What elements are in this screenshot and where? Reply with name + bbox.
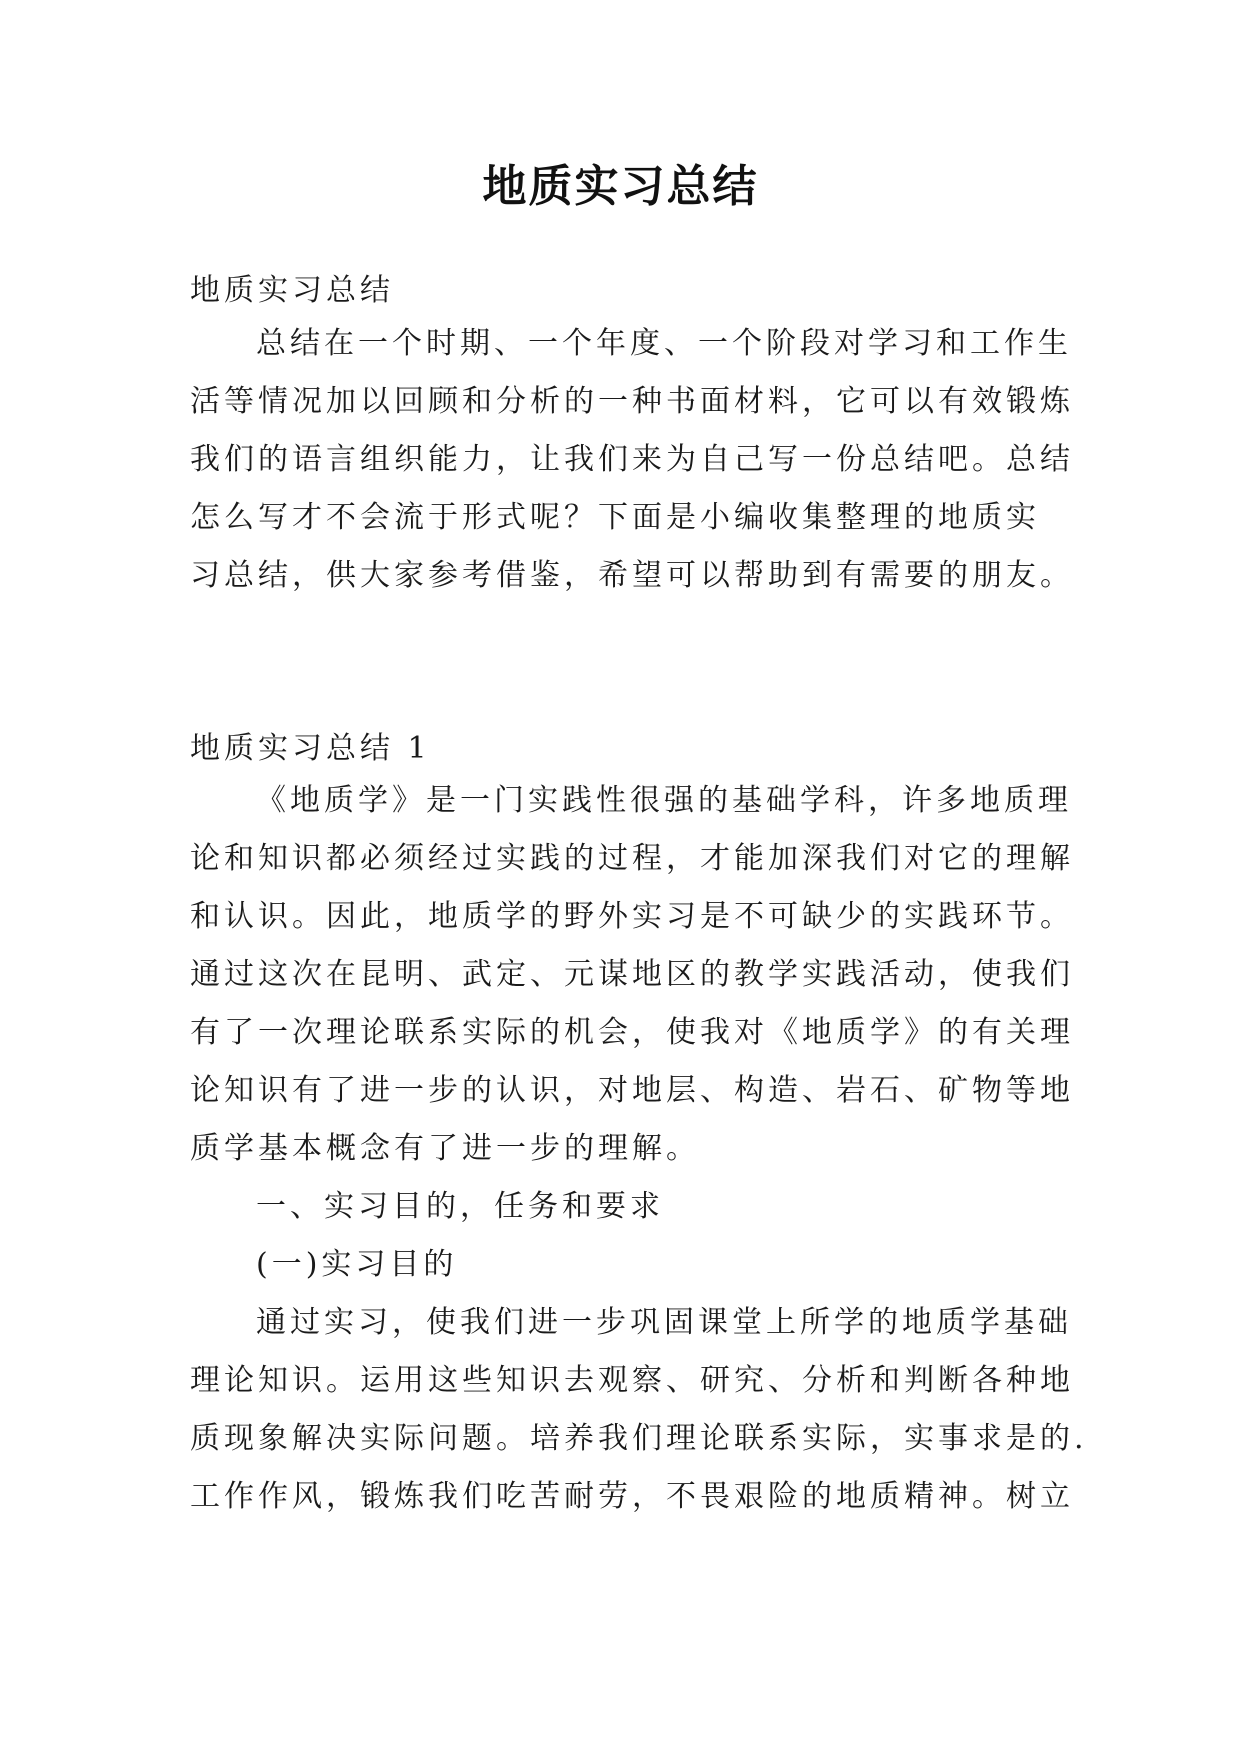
paragraph-line: 习总结，供大家参考借鉴，希望可以帮助到有需要的朋友。 [190,558,1074,593]
paragraph-line: 和认识。因此，地质学的野外实习是不可缺少的实践环节。 [190,899,1074,934]
intro-paragraph [190,315,1074,605]
section-paragraph-1 [190,772,1088,1526]
paragraph-line: 通过实习，使我们进一步巩固课堂上所学的地质学基础 [256,1305,1072,1340]
paragraph-line: 论知识有了进一步的认识，对地层、构造、岩石、矿物等地 [190,1073,1074,1108]
paragraph-line: 质学基本概念有了进一步的理解。 [190,1131,700,1166]
paragraph-line: 《地质学》是一门实践性很强的基础学科，许多地质理 [256,783,1072,818]
intro-heading: 地质实习总结 [190,273,394,308]
paragraph-line: 怎么写才不会流于形式呢？下面是小编收集整理的地质实 [190,500,1040,535]
section-heading: 地质实习总结 1 [190,731,431,766]
paragraph-line: 质现象解决实际问题。培养我们理论联系实际，实事求是的. [190,1421,1088,1456]
paragraph-line: 论和知识都必须经过实践的过程，才能加深我们对它的理解 [190,841,1074,876]
paragraph-line: 工作作风，锻炼我们吃苦耐劳，不畏艰险的地质精神。树立 [190,1479,1074,1514]
paragraph-line: 有了一次理论联系实际的机会，使我对《地质学》的有关理 [190,1015,1074,1050]
paragraph-line: 活等情况加以回顾和分析的一种书面材料，它可以有效锻炼 [190,384,1074,419]
subheading-purpose: (一)实习目的 [256,1247,458,1282]
subheading-purpose-task: 一、实习目的，任务和要求 [256,1189,664,1224]
paragraph-line: 通过这次在昆明、武定、元谋地区的教学实践活动，使我们 [190,957,1074,992]
document-title: 地质实习总结 [482,161,759,212]
paragraph-line: 我们的语言组织能力，让我们来为自己写一份总结吧。总结 [190,442,1074,477]
paragraph-line: 理论知识。运用这些知识去观察、研究、分析和判断各种地 [190,1363,1074,1398]
paragraph-line: 总结在一个时期、一个年度、一个阶段对学习和工作生 [256,326,1072,361]
